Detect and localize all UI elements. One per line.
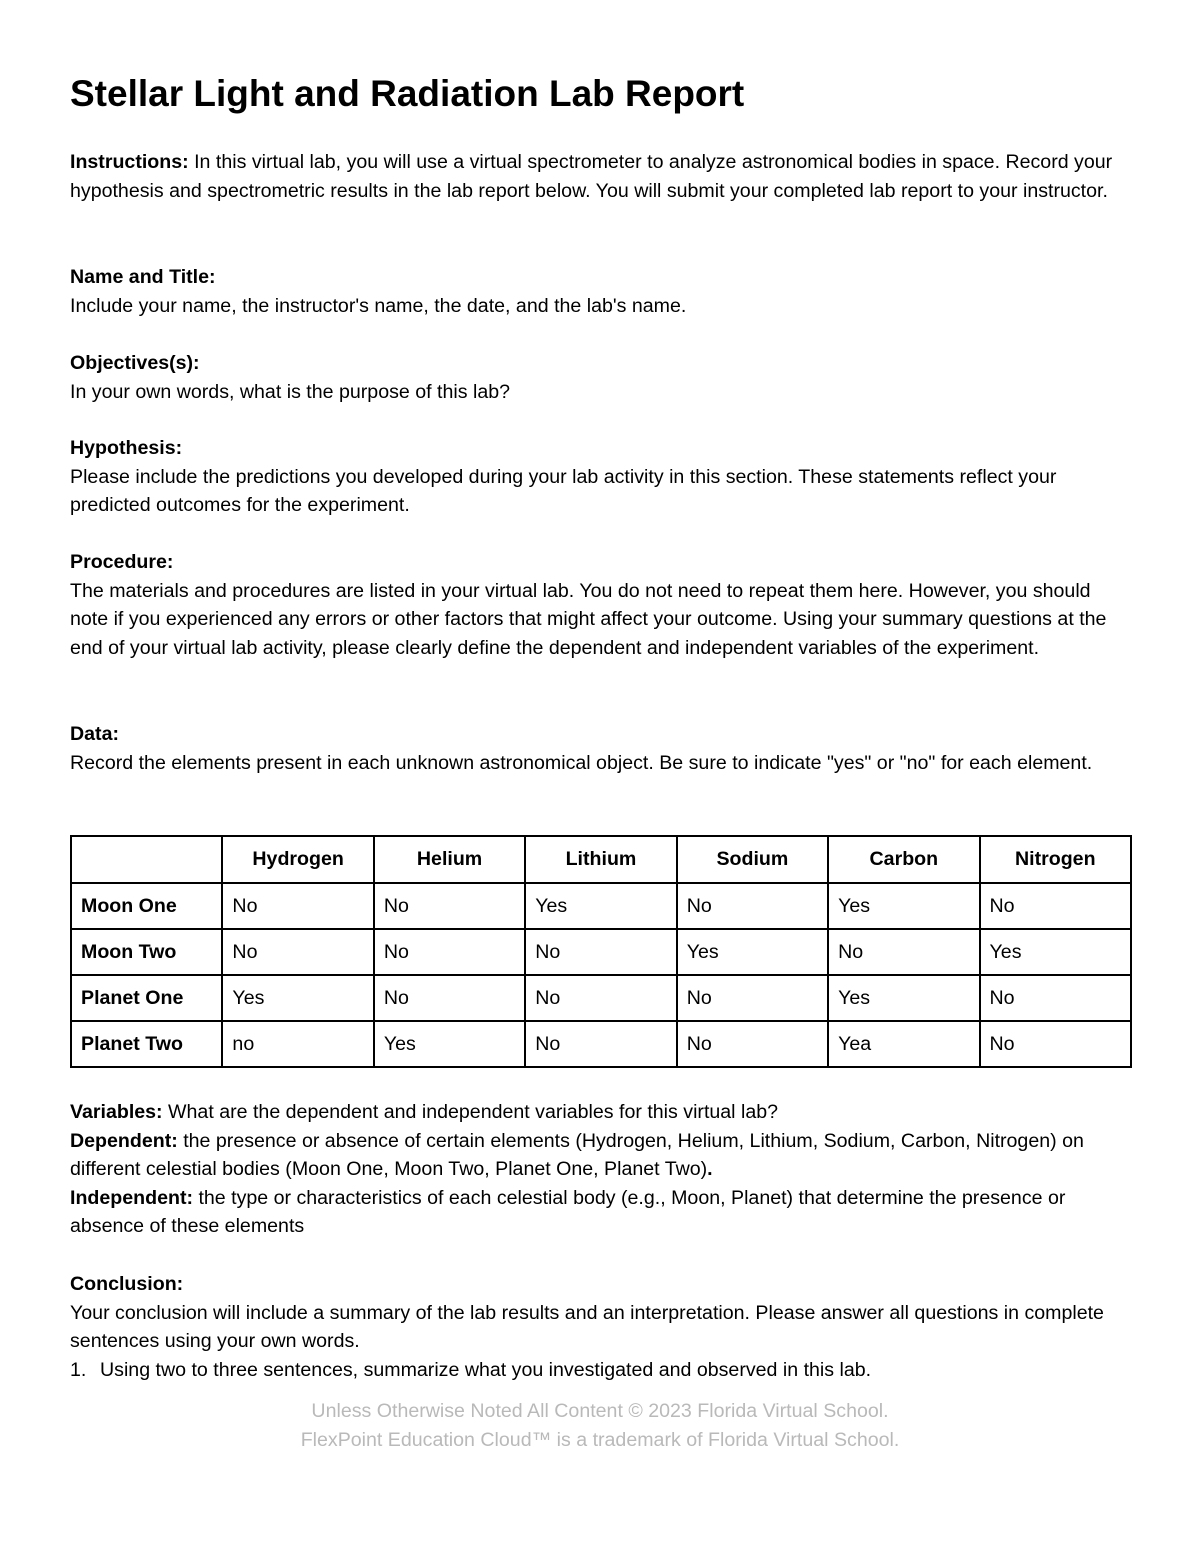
- procedure-heading: Procedure:: [70, 551, 174, 573]
- independent-line: [70, 1184, 1132, 1241]
- table-cell: No: [222, 883, 373, 929]
- variables-section: [70, 1098, 1132, 1241]
- list-item-number: 1.: [70, 1358, 87, 1381]
- table-cell: No: [525, 929, 676, 975]
- table-cell: No: [677, 1021, 828, 1067]
- table-row: [71, 1021, 1131, 1067]
- column-header-sodium: Sodium: [677, 836, 828, 883]
- table-cell: No: [828, 929, 979, 975]
- table-row: [71, 975, 1131, 1021]
- row-label-planet-two: Planet Two: [71, 1021, 222, 1067]
- list-item-text: Using two to three sentences, summarize what you investigated and observed in this lab.: [100, 1358, 872, 1381]
- table-cell: No: [374, 975, 525, 1021]
- data-section: [70, 720, 1132, 777]
- hypothesis-heading: Hypothesis:: [70, 437, 183, 459]
- independent-text: the type or characteristics of each celestial body (e.g., Moon, Planet) that determine the presence or absence of these elements: [70, 1186, 1066, 1238]
- column-header-nitrogen: Nitrogen: [980, 836, 1131, 883]
- footer-trademark-line: FlexPoint Education Cloud™ is a trademark of Florida Virtual School.: [300, 1428, 900, 1451]
- table-cell: No: [980, 1021, 1131, 1067]
- table-cell: No: [677, 975, 828, 1021]
- table-cell: No: [980, 975, 1131, 1021]
- table-cell: Yes: [222, 975, 373, 1021]
- procedure-section: [70, 548, 1132, 662]
- table-row: [71, 929, 1131, 975]
- table-cell: Yes: [525, 883, 676, 929]
- hypothesis-text: Please include the predictions you developed during your lab activity in this section. These statements reflect your predicted outcomes for the experiment.: [70, 465, 1057, 517]
- data-text: Record the elements present in each unknown astronomical object. Be sure to indicate "yes" or "no" for each element.: [70, 751, 1093, 774]
- column-header-carbon: Carbon: [828, 836, 979, 883]
- objectives-text: In your own words, what is the purpose of this lab?: [70, 380, 511, 403]
- table-cell: No: [222, 929, 373, 975]
- table-cell: Yea: [828, 1021, 979, 1067]
- instructions-text: In this virtual lab, you will use a virtual spectrometer to analyze astronomical bodies in space. Record your hypothesis and spectrometric results in the lab report below. You will submit your completed lab report to your instructor.: [70, 151, 1113, 202]
- variables-label: Variables:: [70, 1101, 163, 1123]
- independent-label: Independent:: [70, 1186, 193, 1209]
- page-title: Stellar Light and Radiation Lab Report: [70, 73, 745, 114]
- row-label-moon-two: Moon Two: [71, 929, 222, 975]
- table-row: [71, 883, 1131, 929]
- instructions-label: Instructions:: [70, 151, 189, 173]
- table-cell: no: [222, 1021, 373, 1067]
- variables-line: [70, 1098, 1132, 1127]
- dependent-label: Dependent:: [70, 1129, 178, 1152]
- row-label-planet-one: Planet One: [71, 975, 222, 1021]
- table-cell: No: [374, 929, 525, 975]
- column-header-helium: Helium: [374, 836, 525, 883]
- table-cell: No: [677, 883, 828, 929]
- name-title-section: [70, 263, 1132, 320]
- procedure-text: The materials and procedures are listed in your virtual lab. You do not need to repeat them here. However, you should note if you experienced any errors or other factors that might affect your outcome. Using your summary questions at the end of your virtual lab activity, please clearly define the dependent and independent variables of the experiment.: [70, 579, 1107, 659]
- variables-text: What are the dependent and independent variables for this virtual lab?: [162, 1101, 779, 1123]
- table-cell: Yes: [374, 1021, 525, 1067]
- table-cell: Yes: [677, 929, 828, 975]
- dependent-end-period: .: [707, 1158, 713, 1181]
- table-cell: No: [374, 883, 525, 929]
- name-title-text: Include your name, the instructor's name, the date, and the lab's name.: [70, 294, 687, 317]
- name-title-heading: Name and Title:: [70, 266, 216, 288]
- table-cell: Yes: [980, 929, 1131, 975]
- conclusion-heading: Conclusion:: [70, 1273, 184, 1295]
- footer-copyright-line: Unless Otherwise Noted All Content © 2023 Florida Virtual School.: [311, 1400, 889, 1422]
- row-label-moon-one: Moon One: [71, 883, 222, 929]
- instructions-paragraph: [70, 148, 1132, 205]
- table-cell: No: [980, 883, 1131, 929]
- data-heading: Data:: [70, 723, 119, 745]
- conclusion-section: [70, 1270, 1132, 1384]
- table-corner-cell: [71, 836, 222, 883]
- table-cell: No: [525, 1021, 676, 1067]
- dependent-text: the presence or absence of certain elements (Hydrogen, Helium, Lithium, Sodium, Carbon, Nitrogen) on different celestial bodies (Moon One, Moon Two, Planet One, Planet Two): [70, 1129, 1084, 1181]
- hypothesis-section: [70, 434, 1132, 520]
- table-cell: Yes: [828, 883, 979, 929]
- objectives-heading: Objectives(s):: [70, 352, 200, 374]
- copyright-footer: [0, 1397, 1200, 1454]
- elements-data-table: [70, 835, 1132, 1068]
- column-header-lithium: Lithium: [525, 836, 676, 883]
- column-header-hydrogen: Hydrogen: [222, 836, 373, 883]
- table-cell: Yes: [828, 975, 979, 1021]
- conclusion-text: Your conclusion will include a summary of the lab results and an interpretation. Please answer all questions in complete sentences using your own words.: [70, 1301, 1104, 1353]
- table-cell: No: [525, 975, 676, 1021]
- dependent-line: [70, 1127, 1132, 1184]
- list-item: [70, 1356, 1132, 1385]
- table-header-row: [71, 836, 1131, 883]
- objectives-section: [70, 349, 1132, 406]
